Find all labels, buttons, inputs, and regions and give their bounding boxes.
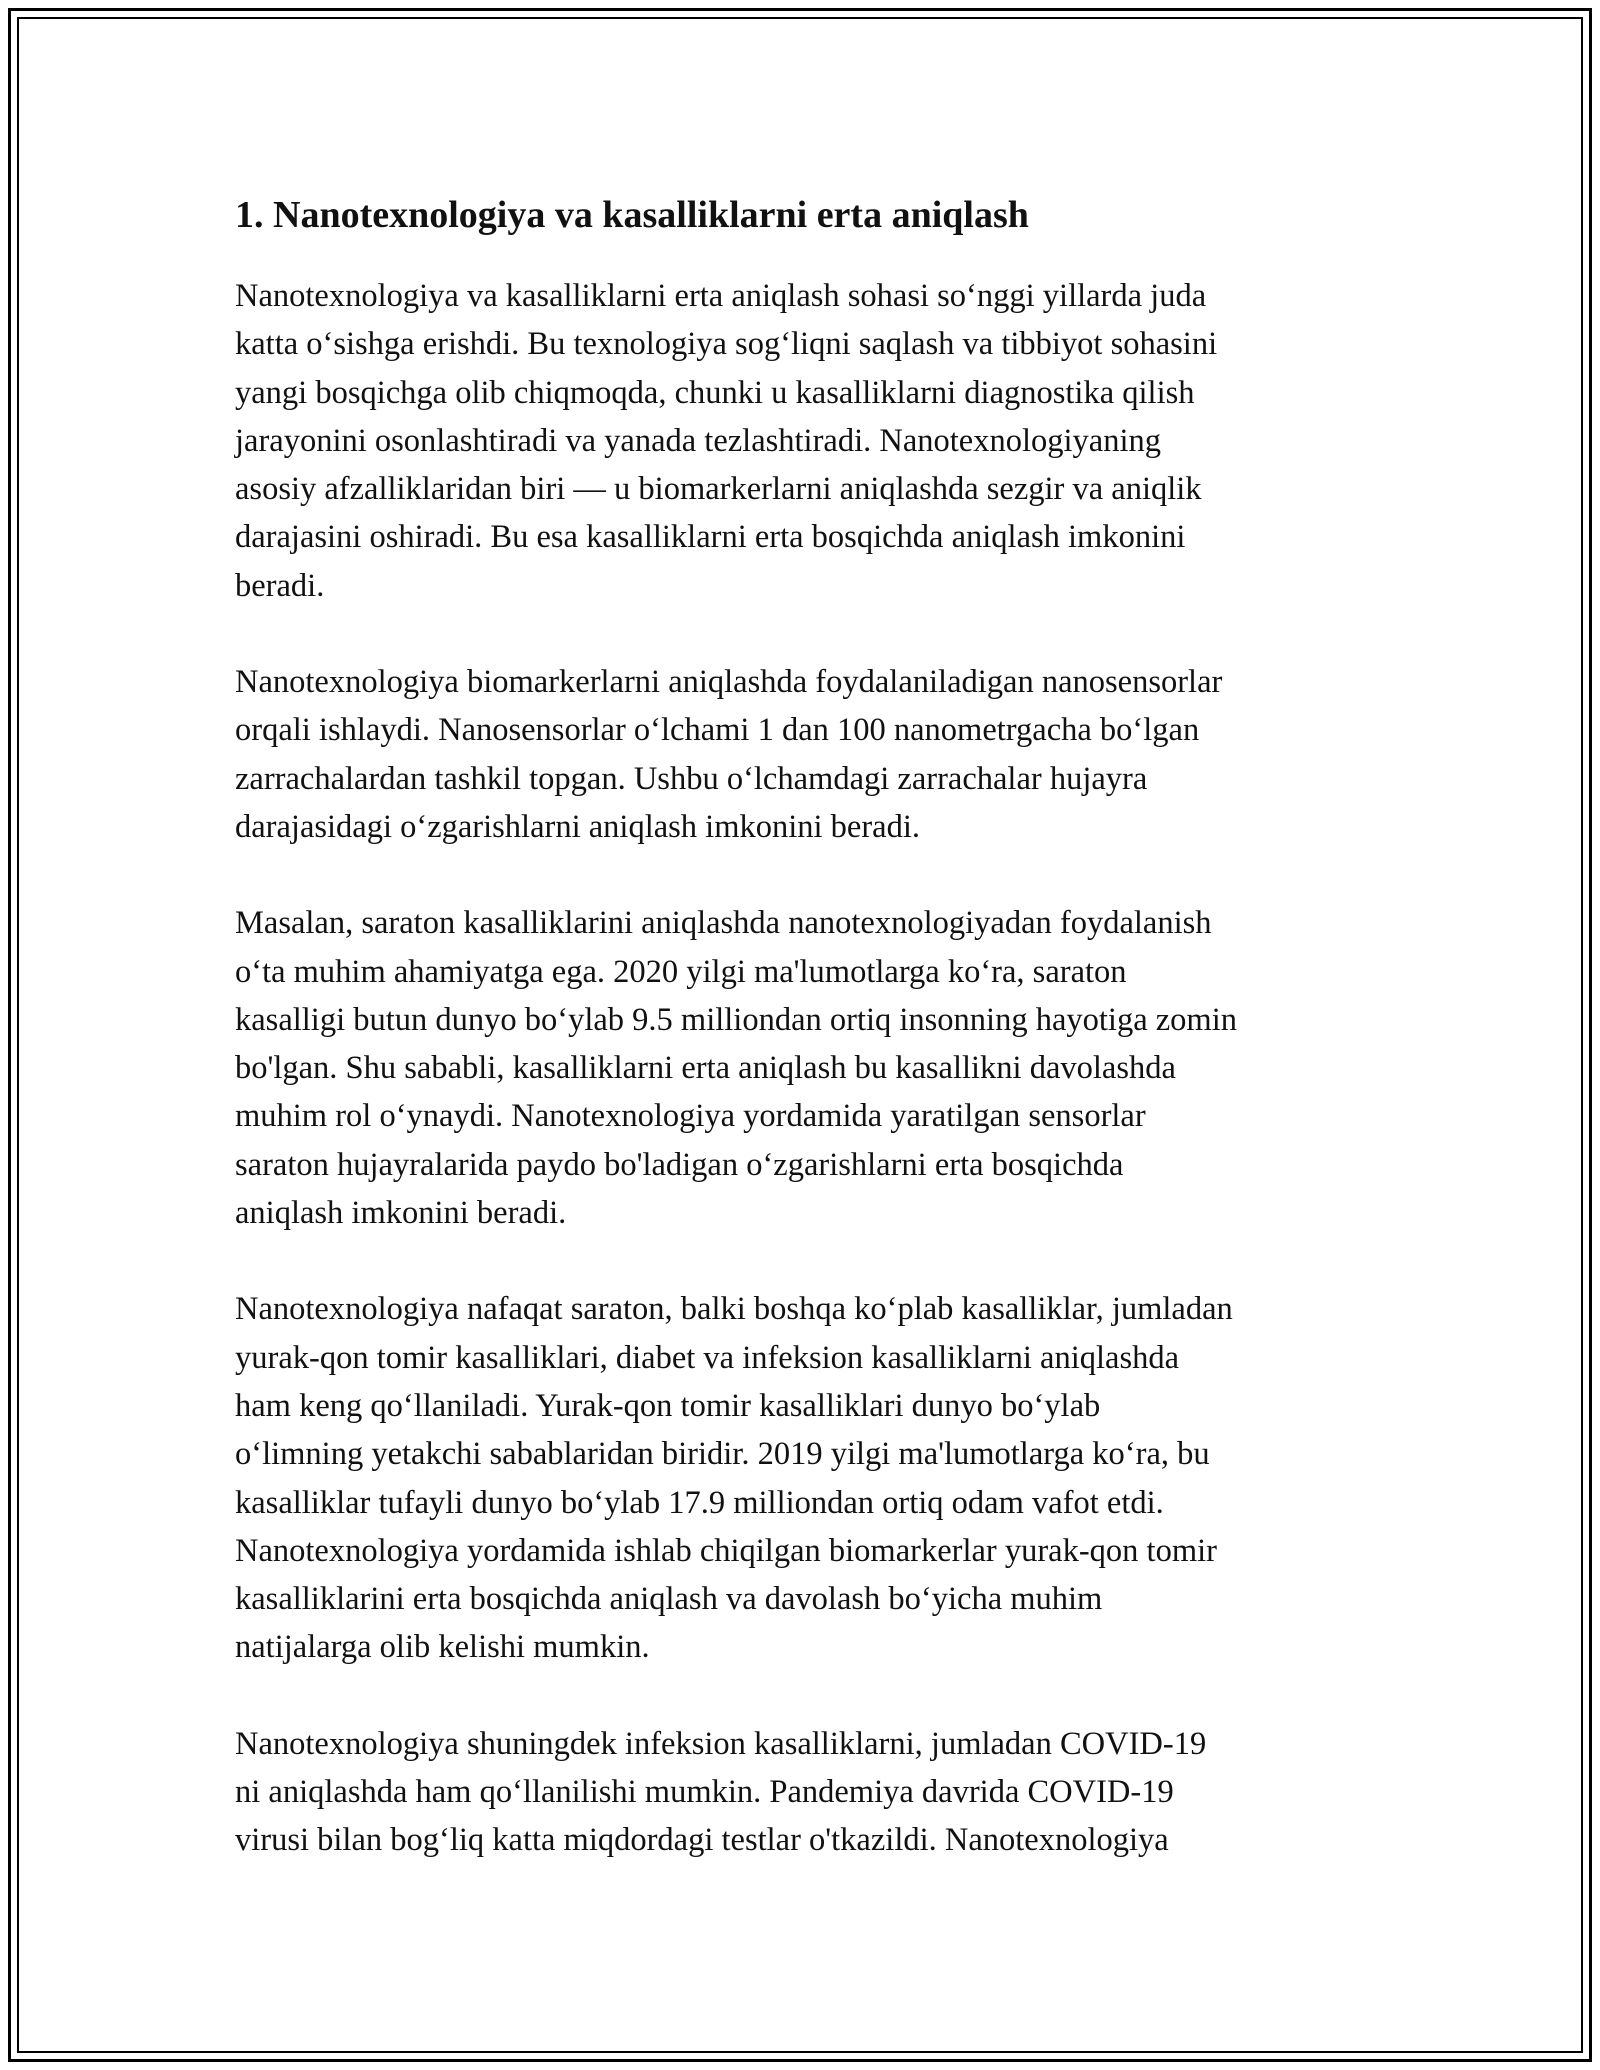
section-heading: 1. Nanotexnologiya va kasalliklarni erta aniqlash (235, 194, 1029, 236)
text-line: Nanotexnologiya yordamida ishlab chiqilgan biomarkerlar yurak-qon tomir (235, 1532, 1217, 1569)
text-line: Nanotexnologiya nafaqat saraton, balki boshqa ko‘plab kasalliklar, jumladan (235, 1291, 1233, 1328)
text-line: Nanotexnologiya shuningdek infeksion kasalliklarni, jumladan COVID-19 (235, 1725, 1207, 1762)
text-line: kasalligi butun dunyo bo‘ylab 9.5 milliondan ortiq insonning hayotiga zomin (235, 1001, 1237, 1038)
text-line: katta o‘sishga erishdi. Bu texnologiya sog‘liqni saqlash va tibbiyot sohasini (235, 326, 1218, 363)
text-line: asosiy afzalliklaridan biri — u biomarkerlarni aniqlashda sezgir va aniqlik (235, 471, 1202, 508)
text-line: darajasidagi o‘zgarishlarni aniqlash imkonini beradi. (235, 808, 920, 845)
text-line: yangi bosqichga olib chiqmoqda, chunki u kasalliklarni diagnostika qilish (235, 374, 1195, 411)
paragraph-cardiovascular (235, 1285, 1385, 1671)
text-line: kasalliklarini erta bosqichda aniqlash va davolash bo‘yicha muhim (235, 1581, 1103, 1618)
text-line: muhim rol o‘ynaydi. Nanotexnologiya yordamida yaratilgan sensorlar (235, 1098, 1146, 1135)
text-line: o‘limning yetakchi sabablaridan biridir. 2019 yilgi ma'lumotlarga ko‘ra, bu (235, 1436, 1210, 1473)
text-line: Masalan, saraton kasalliklarini aniqlashda nanotexnologiyadan foydalanish (235, 905, 1212, 942)
paragraph-covid (235, 1720, 1385, 1865)
text-line: saraton hujayralarida paydo bo'ladigan o‘zgarishlarni erta bosqichda (235, 1146, 1124, 1183)
text-line: virusi bilan bog‘liq katta miqdordagi testlar o'tkazildi. Nanotexnologiya (235, 1822, 1169, 1859)
paragraph-intro (235, 272, 1385, 610)
text-line: ham keng qo‘llaniladi. Yurak-qon tomir kasalliklari dunyo bo‘ylab (235, 1387, 1101, 1424)
text-line: beradi. (235, 567, 325, 604)
text-line: natijalarga olib kelishi mumkin. (235, 1629, 650, 1666)
text-line: ni aniqlashda ham qo‘llanilishi mumkin. Pandemiya davrida COVID-19 (235, 1774, 1174, 1811)
text-line: Nanotexnologiya va kasalliklarni erta aniqlash sohasi so‘nggi yillarda juda (235, 278, 1207, 314)
text-line: kasalliklar tufayli dunyo bo‘ylab 17.9 milliondan ortiq odam vafot etdi. (235, 1484, 1164, 1521)
text-line: orqali ishlaydi. Nanosensorlar o‘lchami 1 dan 100 nanometrgacha bo‘lgan (235, 712, 1200, 749)
text-line: Nanotexnologiya biomarkerlarni aniqlashda foydalaniladigan nanosensorlar (235, 664, 1223, 701)
text-line: bo'lgan. Shu sababli, kasalliklarni erta aniqlash bu kasallikni davolashda (235, 1050, 1176, 1087)
document-body (235, 188, 1385, 1913)
text-line: o‘ta muhim ahamiyatga ega. 2020 yilgi ma'lumotlarga ko‘ra, saraton (235, 953, 1127, 990)
text-line: darajasini oshiradi. Bu esa kasalliklarni erta bosqichda aniqlash imkonini (235, 519, 1186, 556)
paragraph-nanosensors (235, 658, 1385, 851)
paragraph-cancer (235, 899, 1385, 1237)
text-line: aniqlash imkonini beradi. (235, 1195, 567, 1232)
text-line: jarayonini osonlashtiradi va yanada tezlashtiradi. Nanotexnologiyaning (235, 422, 1161, 459)
text-line: zarrachalardan tashkil topgan. Ushbu o‘lchamdagi zarrachalar hujayra (235, 760, 1148, 797)
text-line: yurak-qon tomir kasalliklari, diabet va infeksion kasalliklarni aniqlashda (235, 1339, 1180, 1376)
